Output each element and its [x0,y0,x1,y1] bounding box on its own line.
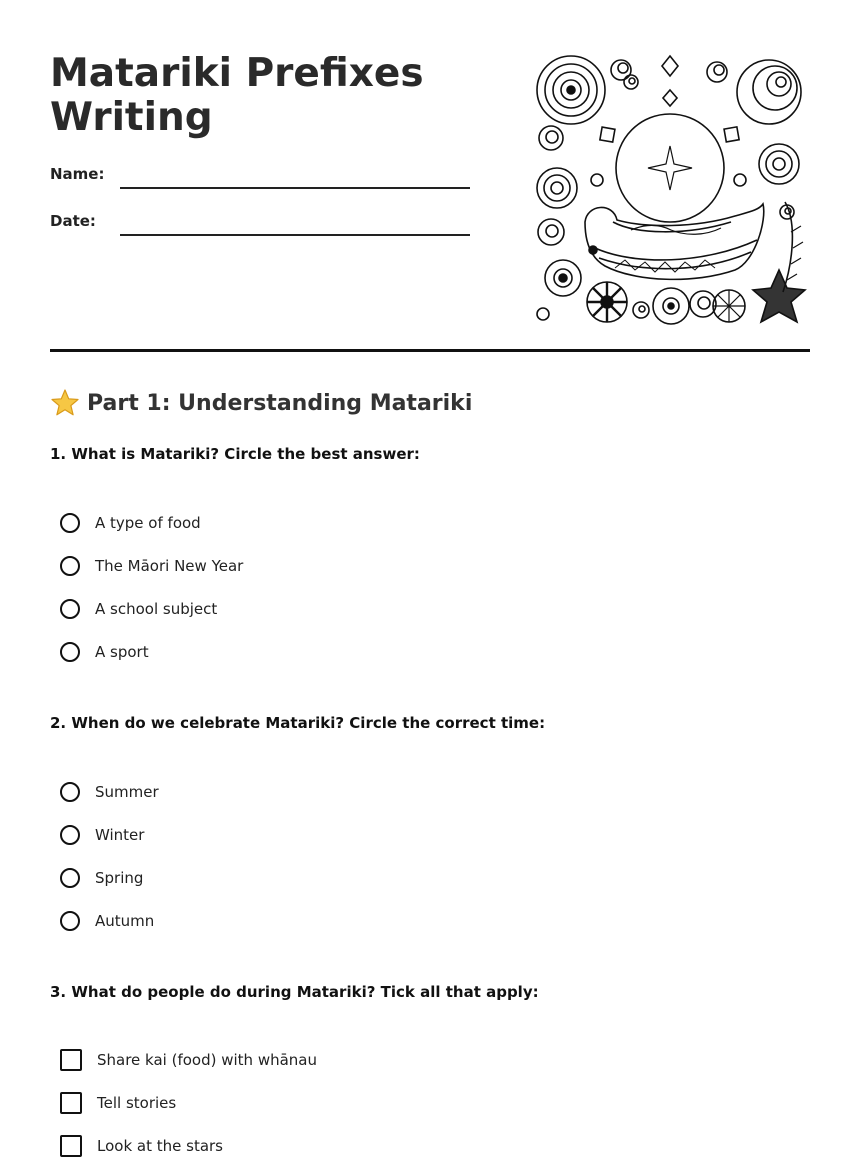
radio-button[interactable] [60,868,80,888]
date-writing-line[interactable] [120,234,470,236]
name-writing-line[interactable] [120,187,470,189]
radio-button[interactable] [60,556,80,576]
worksheet-title [50,52,470,140]
option-label: Spring [95,869,144,887]
checkbox[interactable] [60,1049,82,1071]
q3-option-3[interactable] [60,1133,223,1159]
option-label: A type of food [95,514,201,532]
date-label: Date: [50,212,96,230]
option-label: The Māori New Year [95,557,244,575]
radio-button[interactable] [60,513,80,533]
radio-button[interactable] [60,599,80,619]
q1-option-4[interactable] [60,639,149,665]
name-field [50,165,470,195]
q1-option-3[interactable] [60,596,217,622]
flower-icon [653,288,689,324]
option-label: Summer [95,783,159,801]
option-label: Tell stories [97,1094,177,1112]
spiral-shell-icon [537,56,605,124]
option-label: Autumn [95,912,155,930]
q2-option-4[interactable] [60,908,154,934]
checkbox[interactable] [60,1092,82,1114]
radio-button[interactable] [60,911,80,931]
title-line-2: Writing [50,95,213,140]
leaf-star-icon [753,270,805,322]
waka-canoe-icon [585,204,764,279]
q3-option-2[interactable] [60,1090,176,1116]
section-1-heading [50,388,472,418]
radio-button[interactable] [60,782,80,802]
option-label: Share kai (food) with whānau [97,1051,317,1069]
radio-button[interactable] [60,642,80,662]
star-icon [50,388,80,418]
question-1: 1. What is Matariki? Circle the best answer: [50,445,420,463]
header-divider [50,349,810,352]
option-label: A sport [95,643,149,661]
option-label: A school subject [95,600,218,618]
name-label: Name: [50,165,105,183]
q2-option-3[interactable] [60,865,143,891]
q3-option-1[interactable] [60,1047,317,1073]
flower-icon [713,290,745,322]
section-1-title: Part 1: Understanding Matariki [87,390,473,416]
checkbox[interactable] [60,1135,82,1157]
q1-option-1[interactable] [60,510,201,536]
option-label: Look at the stars [97,1137,223,1155]
radio-button[interactable] [60,825,80,845]
flower-icon [545,260,581,296]
q2-option-2[interactable] [60,822,144,848]
q1-option-2[interactable] [60,553,243,579]
matariki-illustration [535,52,807,326]
date-field [50,212,470,242]
q2-option-1[interactable] [60,779,159,805]
title-line-1: Matariki Prefixes [50,51,424,96]
ram-horn-icon [737,60,801,124]
flower-icon [587,282,627,322]
moon-icon [616,114,724,222]
question-2: 2. When do we celebrate Matariki? Circle the correct time: [50,714,546,732]
option-label: Winter [95,826,145,844]
question-3: 3. What do people do during Matariki? Tick all that apply: [50,983,539,1001]
